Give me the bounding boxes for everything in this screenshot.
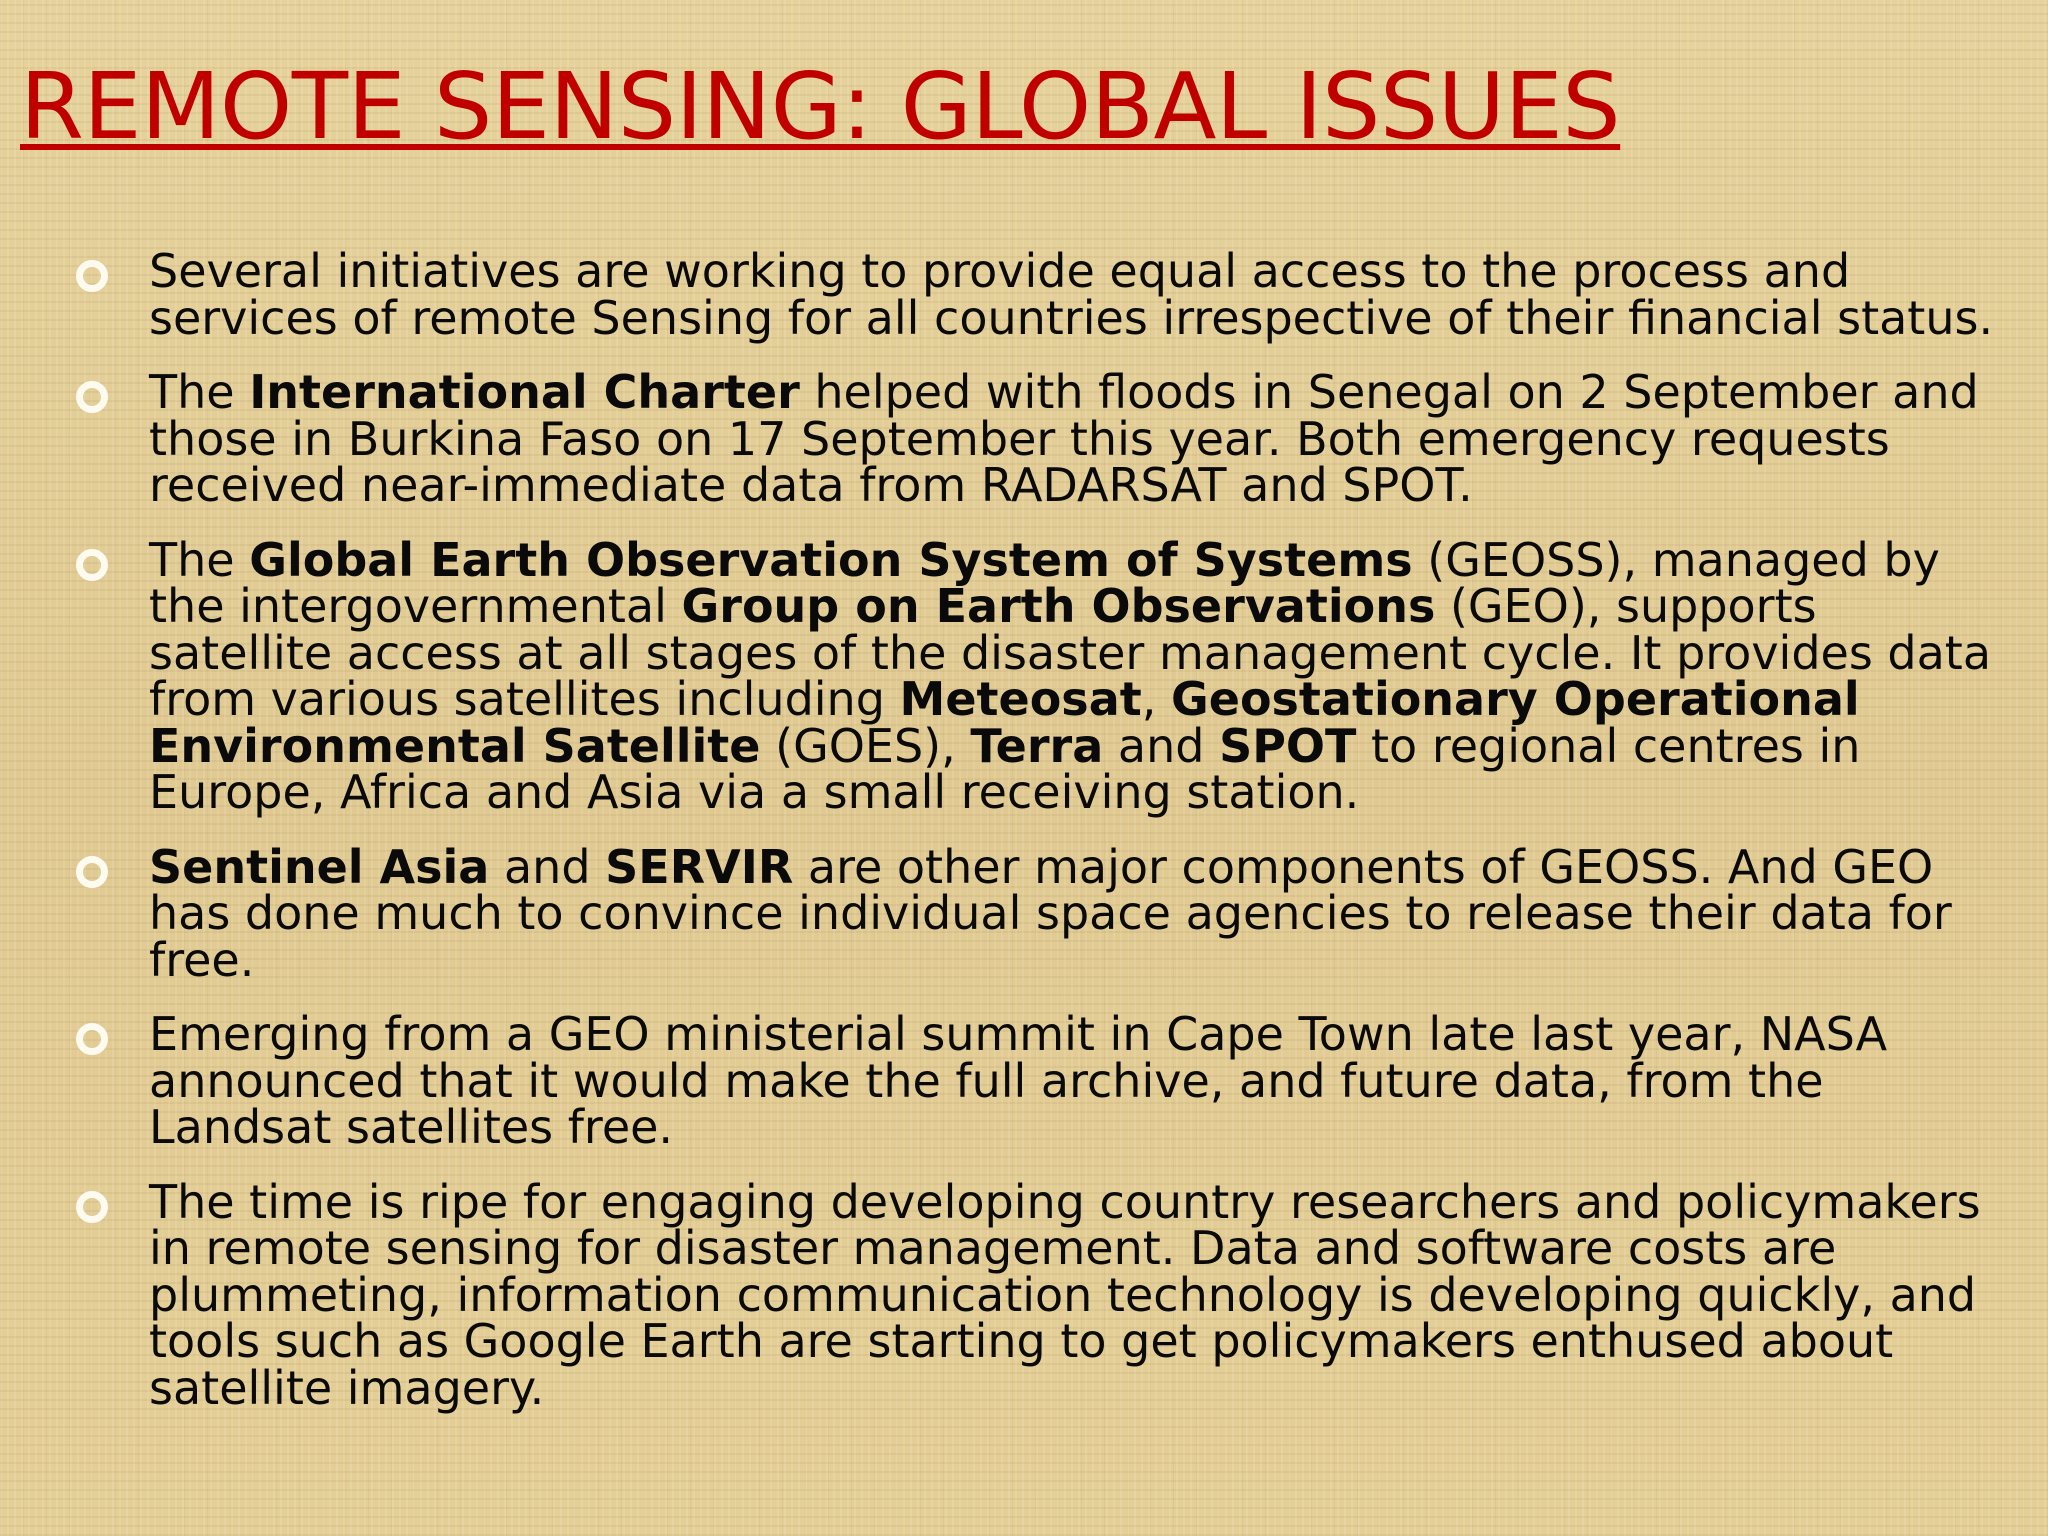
- bullet-text: [149, 1007, 1887, 1154]
- text-segment: (GEO), supports satellite access at all stages of the disaster management cycle. It provides data from various satellites including: [149, 579, 1992, 726]
- hollow-circle-icon: [76, 1191, 108, 1223]
- slide-title: REMOTE SENSING: GLOBAL ISSUES: [20, 53, 1621, 160]
- hollow-circle-icon: [76, 549, 108, 581]
- bullet-item: [0, 244, 1999, 345]
- bullet-item: [0, 532, 1999, 819]
- bold-text-segment: International Charter: [249, 365, 800, 419]
- bullet-item: [0, 1174, 1999, 1415]
- bullet-text: [149, 1175, 1981, 1415]
- bullet-item: [0, 365, 1999, 512]
- text-segment: and: [1103, 718, 1220, 773]
- bold-text-segment: Sentinel Asia: [149, 839, 490, 894]
- hollow-circle-icon: [76, 381, 108, 413]
- text-segment: (GOES),: [760, 718, 971, 773]
- hollow-circle-icon: [76, 1023, 108, 1055]
- bold-text-segment: SPOT: [1219, 718, 1357, 773]
- text-segment: The time is ripe for engaging developing country researchers and policymakers in remote sensing for disaster management. Data and software costs are plummeting, information communication technology is developing quickly, and tools such as Google Earth are starting to get policymakers enthused about satellite imagery.: [149, 1174, 1981, 1415]
- hollow-circle-icon: [76, 260, 108, 292]
- bullet-item: [0, 1007, 1999, 1154]
- bullet-item: [0, 839, 1999, 987]
- bold-text-segment: Geostationary Operational Environmental Satellite: [149, 672, 1860, 773]
- bullet-text: [149, 244, 1993, 345]
- text-segment: The: [149, 532, 250, 587]
- text-segment: (GEOSS), managed by the intergovernmental: [149, 532, 1940, 633]
- bullet-text: [149, 533, 1991, 820]
- text-segment: The: [149, 365, 250, 419]
- text-segment: ,: [1141, 672, 1171, 726]
- text-segment: Emerging from a GEO ministerial summit in Cape Town late last year, NASA announced that it would make the full archive, and future data, from the Landsat satellites free.: [149, 1007, 1888, 1154]
- bullet-text: [149, 365, 1979, 512]
- text-segment: helped with floods in Senegal on 2 September and those in Burkina Faso on 17 September this year. Both emergency requests received near-immediate data from RADARSAT and SPOT.: [149, 365, 1979, 512]
- bullet-text: [149, 840, 1952, 987]
- bold-text-segment: Group on Earth Observations: [681, 579, 1436, 633]
- bold-text-segment: Meteosat: [899, 672, 1142, 726]
- bullet-list: [0, 244, 2048, 1439]
- bold-text-segment: SERVIR: [605, 839, 794, 894]
- text-segment: and: [489, 839, 606, 894]
- bold-text-segment: Global Earth Observation System of Systems: [249, 532, 1413, 587]
- bold-text-segment: Terra: [970, 718, 1104, 773]
- text-segment: Several initiatives are working to provide equal access to the process and services of remote Sensing for all countries irrespective of their financial status.: [149, 244, 1994, 345]
- text-segment: to regional centres in Europe, Africa and Asia via a small receiving station.: [149, 718, 1861, 819]
- hollow-circle-icon: [76, 856, 108, 888]
- text-segment: are other major components of GEOSS. And GEO has done much to convince individual space agencies to release their data for free.: [149, 839, 1952, 987]
